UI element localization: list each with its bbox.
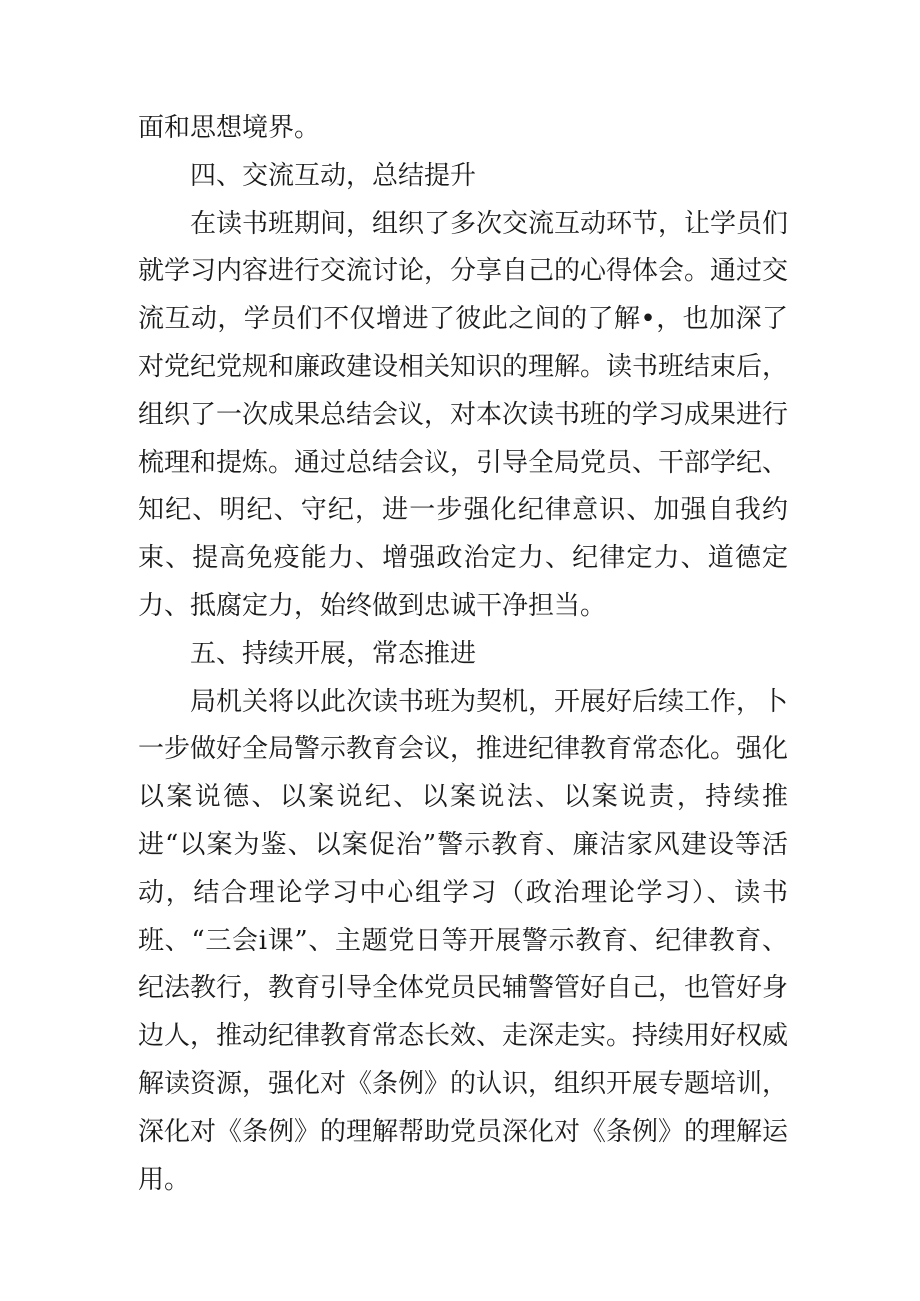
section-5-heading: 五、持续开展，常态推进: [190, 638, 477, 669]
section-4-heading: 四、交流互动，总结提升: [190, 160, 477, 191]
continuation-paragraph: 面和思想境界。: [138, 113, 321, 143]
section-4-paragraph: 在读书班期间，组织了多次交流互动环节，让学员们就学习内容进行交流讨论，分享自己的心得体会。通过交流互动，学员们不仅增进了彼此之间的了解•，也加深了对党纪党规和廉政建设相关知识的理解。读书班结束后，组织了一次成果总结会议，对本次读书班的学习成果进行梳理和提炼。通过总结会议，引导全局党员、干部学纪、知纪、明纪、守纪，进一步强化纪律意识、加强自我约束、提高免疫能力、增强政治定力、纪律定力、道德定力、抵腐定力，始终做到忠诚干净担当。: [138, 208, 789, 621]
document-body: [138, 105, 788, 1204]
section-5-paragraph: 局机关将以此次读书班为契机，开展好后续工作，卜一步做好全局警示教育会议，推进纪律教育常态化。强化以案说德、以案说纪、以案说法、以案说责，持续推进“以案为鉴、以案促治”警示教育、廉洁家风建设等活动，结合理论学习中心组学习（政治理论学习）、读书班、“三会i课”、主题党日等开展警示教育、纪律教育、纪法教行，教育引导全体党员民辅警管好自己，也管好身边人，推动纪律教育常态长效、走深走实。持续用好权威解读资源，强化对《条例》的认识，组织开展专题培训，深化对《条例》的理解帮助党员深化对《条例》的理解运用。: [138, 686, 789, 1195]
